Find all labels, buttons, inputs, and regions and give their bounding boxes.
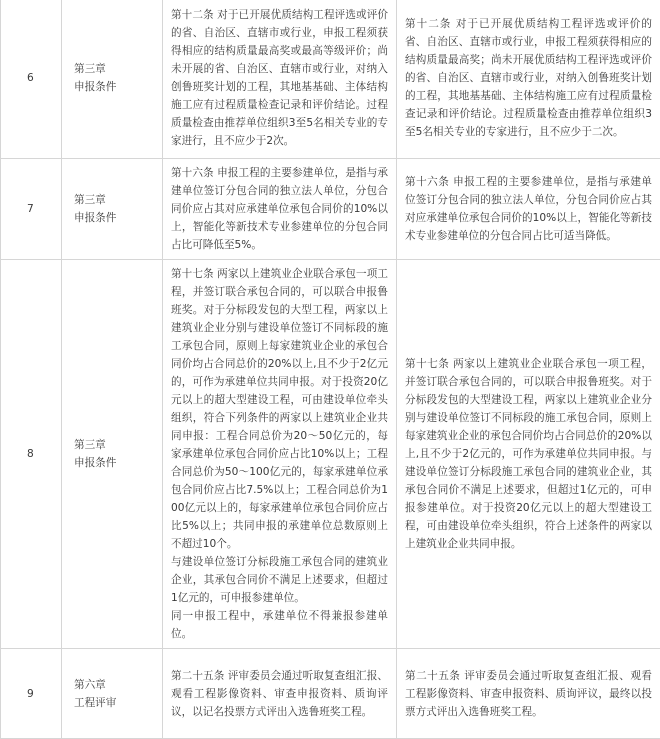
row-number: 8 xyxy=(1,260,62,649)
table-row xyxy=(1,0,660,159)
new-clause-text: 第二十五条 评审委员会通过听取复查组汇报、观看工程影像资料、审查申报资料、质询评议，最终以投票方式评出入选鲁班奖工程。 xyxy=(397,649,660,739)
chapter-cell xyxy=(62,260,163,649)
old-clause-text xyxy=(163,260,397,649)
chapter-number: 第三章 xyxy=(74,191,162,209)
row-number: 6 xyxy=(1,0,62,159)
old-clause-paragraph: 同一申报工程中，承建单位不得兼报参建单位。 xyxy=(171,607,388,643)
table-row xyxy=(1,649,660,739)
chapter-number: 第三章 xyxy=(74,60,162,78)
chapter-number: 第三章 xyxy=(74,436,162,454)
new-clause-text: 第十六条 申报工程的主要参建单位，是指与承建单位签订分包合同的独立法人单位，分包合同价应占其对应承建单位承包合同价的10%以上，智能化等新技术专业参建单位的分包合同占比可适当降低。 xyxy=(397,159,660,260)
new-clause-text: 第十七条 两家以上建筑业企业联合承包一项工程，并签订联合承包合同的，可以联合申报鲁班奖。对于分标段发包的大型建设工程，两家以上建筑业企业分别与建设单位签订不同标段的施工承包合同，原则上每家建筑业企业的承包合同价均占合同总价的20%以上,且不少于2亿元的，可作为承建单位共同申报。与建设单位签订分标段施工承包合同的建筑业企业，其承包合同价不满足上述要求，但超过1亿元的，可申报参建单位。对于投资20亿元以上的超大型建设工程，可由建设单位牵头组织，符合上述条件的两家以上建筑业企业共同申报。 xyxy=(397,260,660,649)
chapter-number: 第六章 xyxy=(74,676,162,694)
table-row xyxy=(1,260,660,649)
old-clause-paragraph: 与建设单位签订分标段施工承包合同的建筑业企业，其承包合同价不满足上述要求，但超过1亿元的，可申报参建单位。 xyxy=(171,553,388,607)
chapter-title: 申报条件 xyxy=(74,209,162,227)
old-clause-text: 第二十五条 评审委员会通过听取复查组汇报、观看工程影像资料、审查申报资料、质询评议，以记名投票方式评出入选鲁班奖工程。 xyxy=(163,649,397,739)
chapter-title: 申报条件 xyxy=(74,454,162,472)
chapter-cell xyxy=(62,159,163,260)
new-clause-text: 第十二条 对于已开展优质结构工程评选或评价的省、自治区、直辖市或行业，申报工程须获得相应的结构质量最高奖；尚未开展优质结构工程评选或评价的省、自治区、直辖市或行业，对纳入创鲁班奖计划的工程，其地基基础、主体结构施工应有过程质量检查记录和评价结论。过程质量检查由推荐单位组织3至5名相关专业的专家进行，且不应少于二次。 xyxy=(397,0,660,159)
table-row xyxy=(1,159,660,260)
chapter-cell xyxy=(62,649,163,739)
row-number: 9 xyxy=(1,649,62,739)
chapter-title: 工程评审 xyxy=(74,694,162,712)
old-clause-text: 第十二条 对于已开展优质结构工程评选或评价的省、自治区、直辖市或行业，申报工程须获得相应的结构质量最高奖或最高等级评价；尚未开展的省、自治区、直辖市或行业，对纳入创鲁班奖计划的工程，其地基基础、主体结构施工应有过程质量检查记录和评价结论。过程质量检查由推荐单位组织3至5名相关专业的专家进行，且不应少于2次。 xyxy=(163,0,397,159)
row-number: 7 xyxy=(1,159,62,260)
chapter-title: 申报条件 xyxy=(74,78,162,96)
chapter-cell xyxy=(62,0,163,159)
old-clause-paragraph: 第十七条 两家以上建筑业企业联合承包一项工程，并签订联合承包合同的，可以联合申报鲁班奖。对于分标段发包的大型工程，两家以上建筑业企业分别与建设单位签订不同标段的施工承包合同，原则上每家建筑业企业的承包合同价均占合同总价的20%以上,且不少于2亿元的，可作为承建单位共同申报。对于投资20亿元以上的超大型建设工程，可由建设单位牵头组织，符合下列条件的两家以上建筑业企业共同申报：工程合同总价为20～50亿元的，每家承建单位承包合同价应占比10%以上；工程合同总价为50～100亿元的，每家承建单位承包合同价应占比7.5%以上；工程合同总价为100亿元以上的，每家承建单位承包合同价应占比5%以上；共同申报的承建单位总数原则上不超过10个。 xyxy=(171,265,388,553)
old-clause-text: 第十六条 申报工程的主要参建单位，是指与承建单位签订分包合同的独立法人单位，分包合同价应占其对应承建单位承包合同价的10%以上，智能化等新技术专业参建单位的分包合同占比可降低至5%。 xyxy=(163,159,397,260)
